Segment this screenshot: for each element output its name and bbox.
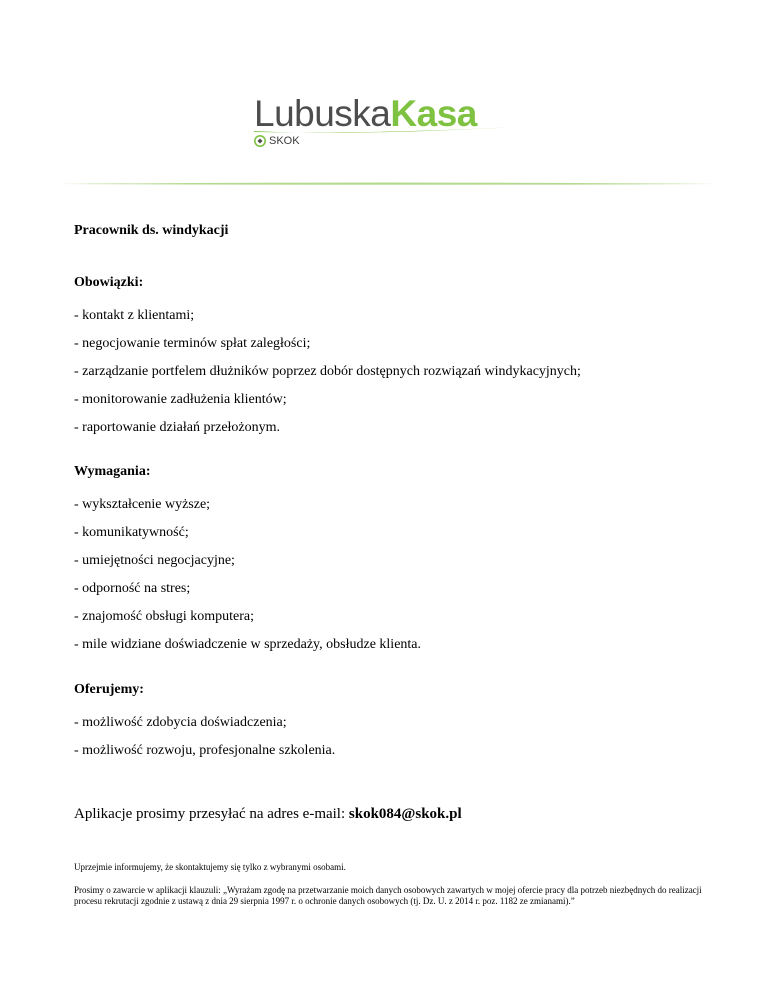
requirement-item: - wykształcenie wyższe; <box>74 497 211 512</box>
contact-notice: Uprzejmie informujemy, że skontaktujemy się tylko z wybranymi osobami. <box>74 862 346 872</box>
job-offer-content <box>74 221 714 907</box>
logo-sub-brand <box>254 135 300 147</box>
duty-item: - monitorowanie zadłużenia klientów; <box>74 392 287 407</box>
logo-wordmark-kasa: Kasa <box>390 93 477 134</box>
requirement-item: - umiejętności negocjacyjne; <box>74 553 235 568</box>
requirements-list <box>74 495 714 655</box>
offer-item: - możliwość rozwoju, profesjonalne szkolenia. <box>74 743 336 758</box>
gdpr-clause: Prosimy o zawarcie w aplikacji klauzuli: „Wyrażam zgodę na przetwarzanie moich danych osobowych zawartych w mojej ofercie pracy dla potrzeb niezbędnych do realizacji procesu rekrutacji zgodnie z ustawą z dnia 29 sierpnia 1997 r. o ochronie danych osobowych (tj. Dz. U. z 2014 r. poz. 1182 ze zmianami).” <box>74 885 702 906</box>
header-divider <box>58 181 718 187</box>
application-instruction <box>74 804 714 824</box>
requirement-item: - komunikatywność; <box>74 525 189 540</box>
duty-item: - zarządzanie portfelem dłużników poprzez dobór dostępnych rozwiązań windykacyjnych; <box>74 364 581 379</box>
duties-list <box>74 306 714 438</box>
application-text: Aplikacje prosimy przesyłać na adres e-mail: <box>74 806 349 822</box>
application-email: skok084@skok.pl <box>348 806 462 822</box>
requirement-item: - odporność na stres; <box>74 581 191 596</box>
logo-sub-text: SKOK <box>269 135 300 147</box>
duty-item: - kontakt z klientami; <box>74 308 195 323</box>
requirement-item: - mile widziane doświadczenie w sprzedaży, obsłudze klienta. <box>74 637 422 652</box>
logo-wordmark-lubuska: Lubuska <box>254 93 391 134</box>
logo-swoosh-icon <box>254 122 516 136</box>
duties-heading: Obowiązki: <box>74 275 144 290</box>
job-title: Pracownik ds. windykacji <box>74 223 229 238</box>
offer-heading: Oferujemy: <box>74 682 144 697</box>
requirement-item: - znajomość obsługi komputera; <box>74 609 255 624</box>
offer-list <box>74 713 714 761</box>
skok-emblem-icon <box>254 135 266 147</box>
company-logo <box>254 94 514 150</box>
duty-item: - raportowanie działań przełożonym. <box>74 420 281 435</box>
duty-item: - negocjowanie terminów spłat zaległości; <box>74 336 311 351</box>
offer-item: - możliwość zdobycia doświadczenia; <box>74 715 287 730</box>
requirements-heading: Wymagania: <box>74 464 151 479</box>
